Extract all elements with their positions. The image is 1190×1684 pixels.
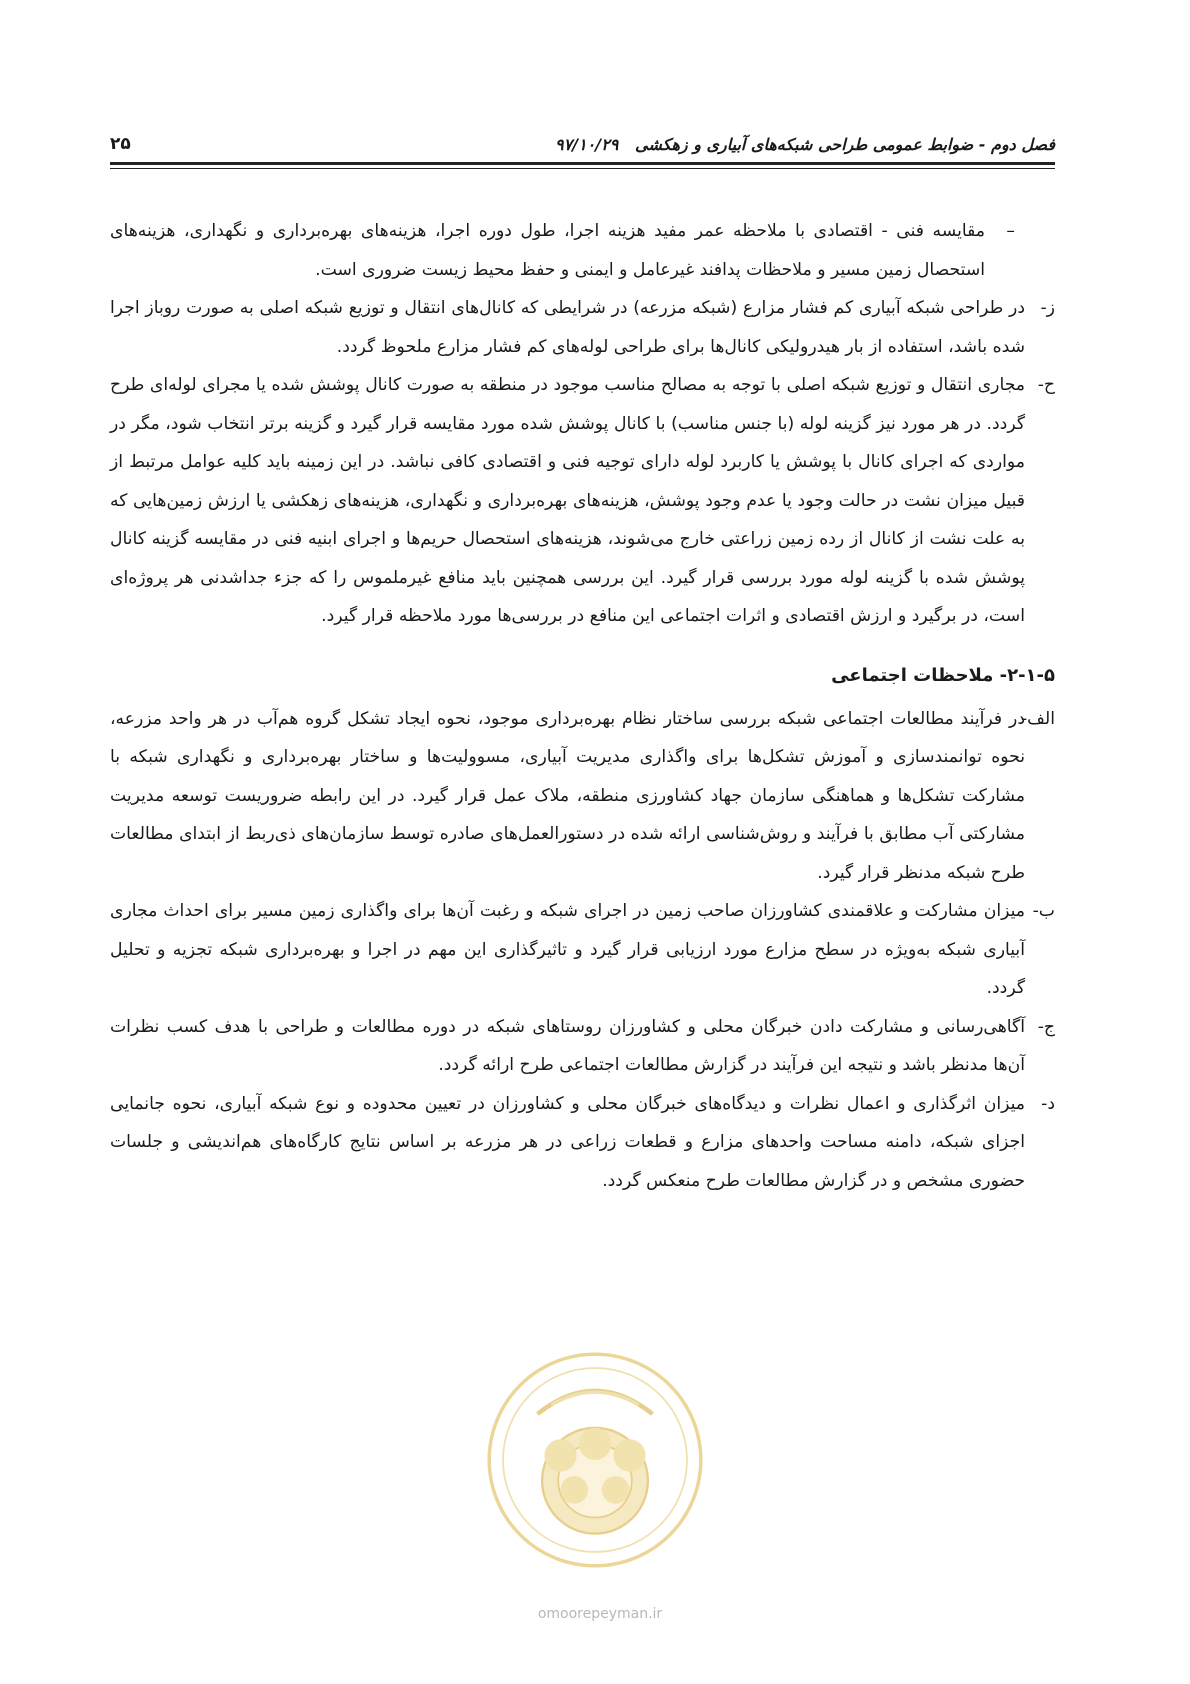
header-rule-thin: [110, 168, 1055, 169]
list-item: [110, 1008, 1055, 1085]
list-marker: ز-: [1040, 298, 1055, 318]
page-header: [110, 128, 1055, 160]
watermark-url: omoorepeyman.ir: [537, 1606, 663, 1622]
list-item-text: مقایسه فنی - اقتصادی با ملاحظه عمر مفید هزینه اجرا، طول دوره اجرا، هزینه‌های بهره‌برداری و نگهداری، هزینه‌های استحصال زمین مسیر و ملاحظات پدافند غیرعامل و ایمنی و حفظ محیط زیست ضروری است.: [110, 221, 985, 280]
header-chapter: [555, 135, 1055, 154]
social-considerations-list: [110, 700, 1055, 1201]
list-item: [110, 892, 1055, 1008]
header-title: فصل دوم - ضوابط عمومی طراحی شبکه‌های آبیاری و زهکشی: [635, 134, 1055, 154]
list-item: [110, 366, 1055, 636]
list-item: [110, 1085, 1055, 1201]
list-item-text: آگاهی‌رسانی و مشارکت دادن خبرگان محلی و کشاورزان روستاهای شبکه در دوره مطالعات و طراحی با هدف کسب نظرات آن‌ها مدنظر باشد و نتیجه این فرآیند در گزارش مطالعات اجتماعی طرح ارائه گردد.: [110, 1016, 1025, 1075]
page-number: ۲۵: [110, 134, 131, 154]
list-marker: ج-: [1037, 1016, 1055, 1037]
main-content: [110, 212, 1055, 1200]
watermark-logo: [480, 1345, 710, 1575]
header-rule: [110, 162, 1055, 165]
list-marker: ح-: [1037, 375, 1055, 395]
list-marker: د-: [1041, 1093, 1055, 1114]
section-heading: ۲-۱-۵- ملاحظات اجتماعی: [831, 664, 1055, 686]
list-item: [110, 700, 1055, 893]
list-marker: الف-: [1020, 708, 1055, 729]
header-date: ۹۷/۱۰/۲۹: [555, 134, 619, 154]
list-item-text: در طراحی شبکه آبیاری کم فشار مزارع (شبکه مزرعه) در شرایطی که کانال‌های انتقال و توزیع شبکه اصلی به صورت روباز اجرا شده باشد، استفاده از بار هیدرولیکی کانال‌ها برای طراحی لوله‌های کم فشار مزارع ملحوظ گردد.: [110, 298, 1025, 357]
list-item-text: مجاری انتقال و توزیع شبکه اصلی با توجه به مصالح مناسب موجود در منطقه به صورت کانال پوشش شده یا مجرای لوله‌ای طرح گردد. در هر مورد نیز گزینه لوله (با جنس مناسب) با کانال پوشش شده مورد مقایسه قرار گیرد و گزینه برتر انتخاب شود، مگر در مواردی که اجرای کانال با پوشش یا کاربرد لوله دارای توجیه فنی و اقتصادی کافی نباشد. در این زمینه باید کلیه عوامل مرتبط از قبیل میزان نشت در حالت وجود یا عدم وجود پوشش، هزینه‌های بهره‌برداری و نگهداری، هزینه‌های زهکشی یا ارزش زمین‌هایی که به علت نشت از کانال از رده زمین زراعتی خارج می‌شوند، هزینه‌های استحصال حریم‌ها و اجرای ابنیه فنی در مقایسه گزینه کانال پوشش شده با گزینه لوله مورد بررسی قرار گیرد. این بررسی همچنین باید منافع غیرملموس را که جزء جداشدنی هر پروژه‌ای است، در برگیرد و ارزش اقتصادی و اثرات اجتماعی این منافع در بررسی‌ها مورد ملاحظه قرار گیرد.: [110, 375, 1025, 626]
list-item-text: در فرآیند مطالعات اجتماعی شبکه بررسی ساختار نظام بهره‌برداری موجود، نحوه ایجاد تشکل گروه هم‌آب در هر واحد مزرعه، نحوه توانمندسازی و آموزش تشکل‌ها برای واگذاری مدیریت آبیاری، مسوولیت‌ها و ساختار بهره‌برداری و نگهداری شبکه با مشارکت تشکل‌ها و هماهنگی سازمان جهاد کشاورزی منطقه، ملاک عمل قرار گیرد. در این رابطه ضروریست توسعه مدیریت مشارکتی آب مطابق با فرآیند و روش‌شناسی ارائه شده در دستورالعمل‌های صادره توسط سازمان‌های ذی‌ربط از ابتدای مطالعات طرح شبکه مدنظر قرار گیرد.: [110, 708, 1025, 883]
list-item-text: میزان مشارکت و علاقمندی کشاورزان صاحب زمین در اجرای شبکه و رغبت آن‌ها برای واگذاری زمین مسیر برای احداث مجاری آبیاری شبکه به‌ویژه در سطح مزارع مورد ارزیابی قرار گیرد و تاثیرگذاری این مهم در اجرا و بهره‌برداری شبکه تجزیه و تحلیل گردد.: [110, 901, 1025, 998]
list-item: [110, 289, 1055, 366]
list-marker: –: [1006, 221, 1015, 241]
list-item-text: میزان اثرگذاری و اعمال نظرات و دیدگاه‌های خبرگان محلی و کشاورزان در تعیین محدوده و نوع شبکه آبیاری، نحوه جانمایی اجزای شبکه، دامنه مساحت واحدهای مزارع و قطعات زراعی در هر مزرعه بر اساس نتایج کارگاه‌های هم‌اندیشی و جلسات حضوری مشخص و در گزارش مطالعات طرح منعکس گردد.: [110, 1093, 1025, 1191]
list-marker: ب-: [1032, 901, 1055, 921]
requirements-list: [110, 212, 1055, 636]
list-item: [110, 212, 1015, 289]
